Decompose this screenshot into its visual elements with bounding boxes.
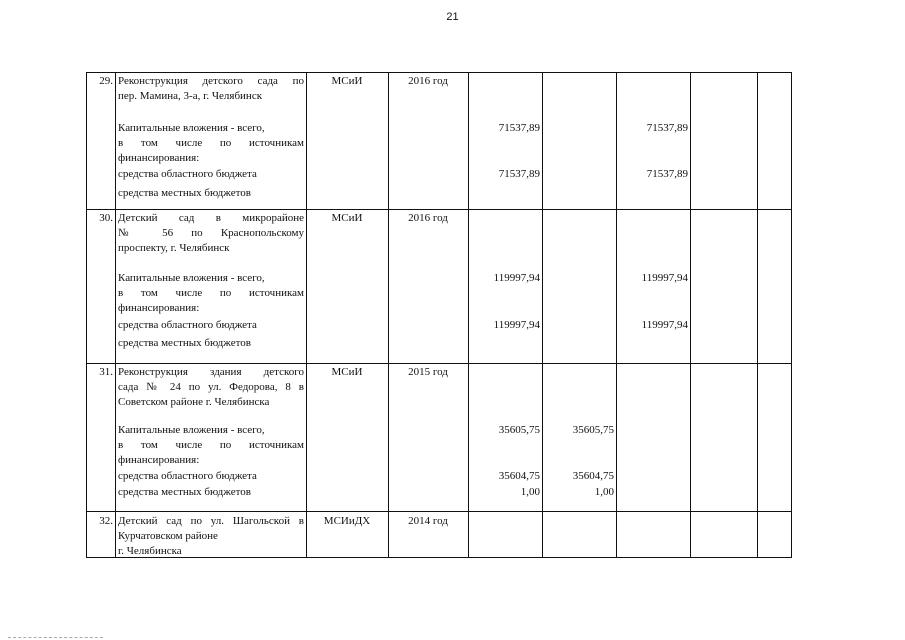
column-divider	[306, 73, 307, 557]
cap-label-line: Капитальные вложения - всего,	[118, 122, 265, 134]
agency-cell: МСиИ	[331, 75, 363, 87]
cap-mid-value: 35605,75	[572, 424, 614, 436]
row-number: 32.	[99, 515, 113, 527]
investment-table	[86, 72, 792, 558]
column-divider	[388, 73, 389, 557]
local-mid-value: 1,00	[594, 486, 614, 498]
object-title-line: проспекту, г. Челябинск	[118, 242, 230, 254]
cap-total-value: 71537,89	[498, 122, 540, 134]
cap-label-line: Капитальные вложения - всего,	[118, 424, 265, 436]
local-budget-label: средства местных бюджетов	[118, 187, 251, 199]
column-divider	[690, 73, 691, 557]
row-divider	[87, 363, 791, 364]
object-title-line: Детский сад по ул. Шагольской в	[118, 515, 304, 527]
regional-right-value: 71537,89	[646, 168, 688, 180]
regional-budget-label: средства областного бюджета	[118, 168, 257, 180]
year-cell: 2014 год	[408, 515, 448, 527]
object-title-line: сада № 24 по ул. Федорова, 8 в	[118, 381, 304, 393]
object-title-line: Курчатовском районе	[118, 530, 218, 542]
local-total-value: 1,00	[520, 486, 540, 498]
cap-total-value: 35605,75	[498, 424, 540, 436]
column-divider	[115, 73, 116, 557]
object-title-line: Реконструкция здания детского	[118, 366, 304, 378]
column-divider	[757, 73, 758, 557]
agency-cell: МСиИ	[331, 366, 363, 378]
cap-total-value: 119997,94	[493, 272, 540, 284]
row-number: 30.	[99, 212, 113, 224]
regional-right-value: 119997,94	[641, 319, 688, 331]
regional-total-value: 35604,75	[498, 470, 540, 482]
cap-label-line: финансирования:	[118, 454, 200, 466]
local-budget-label: средства местных бюджетов	[118, 486, 251, 498]
object-title-line: Советском районе г. Челябинска	[118, 396, 270, 408]
year-cell: 2015 год	[408, 366, 448, 378]
cap-label-line: финансирования:	[118, 302, 200, 314]
cap-right-value: 71537,89	[646, 122, 688, 134]
cap-right-value: 119997,94	[641, 272, 688, 284]
cap-label-line: в том числе по источникам	[118, 287, 304, 299]
object-title-line: № 56 по Краснопольскому	[118, 227, 304, 239]
row-number: 29.	[99, 75, 113, 87]
agency-cell: МСИиДХ	[323, 515, 371, 527]
year-cell: 2016 год	[408, 212, 448, 224]
cap-label-line: финансирования:	[118, 152, 200, 164]
object-title-line: Реконструкция детского сада по	[118, 75, 304, 87]
regional-mid-value: 35604,75	[572, 470, 614, 482]
cap-label-line: в том числе по источникам	[118, 137, 304, 149]
column-divider	[616, 73, 617, 557]
cap-label-line: Капитальные вложения - всего,	[118, 272, 265, 284]
row-divider	[87, 209, 791, 210]
regional-budget-label: средства областного бюджета	[118, 470, 257, 482]
page-number: 21	[446, 11, 459, 23]
regional-total-value: 119997,94	[493, 319, 540, 331]
row-divider	[87, 511, 791, 512]
cap-label-line: в том числе по источникам	[118, 439, 304, 451]
object-title-line: г. Челябинска	[118, 545, 182, 557]
local-budget-label: средства местных бюджетов	[118, 337, 251, 349]
row-number: 31.	[99, 366, 113, 378]
object-title-line: Детский сад в микрорайоне	[118, 212, 304, 224]
year-cell: 2016 год	[408, 75, 448, 87]
regional-budget-label: средства областного бюджета	[118, 319, 257, 331]
regional-total-value: 71537,89	[498, 168, 540, 180]
scan-artifact	[8, 637, 103, 638]
object-title-line: пер. Мамина, 3-а, г. Челябинск	[118, 90, 263, 102]
agency-cell: МСиИ	[331, 212, 363, 224]
